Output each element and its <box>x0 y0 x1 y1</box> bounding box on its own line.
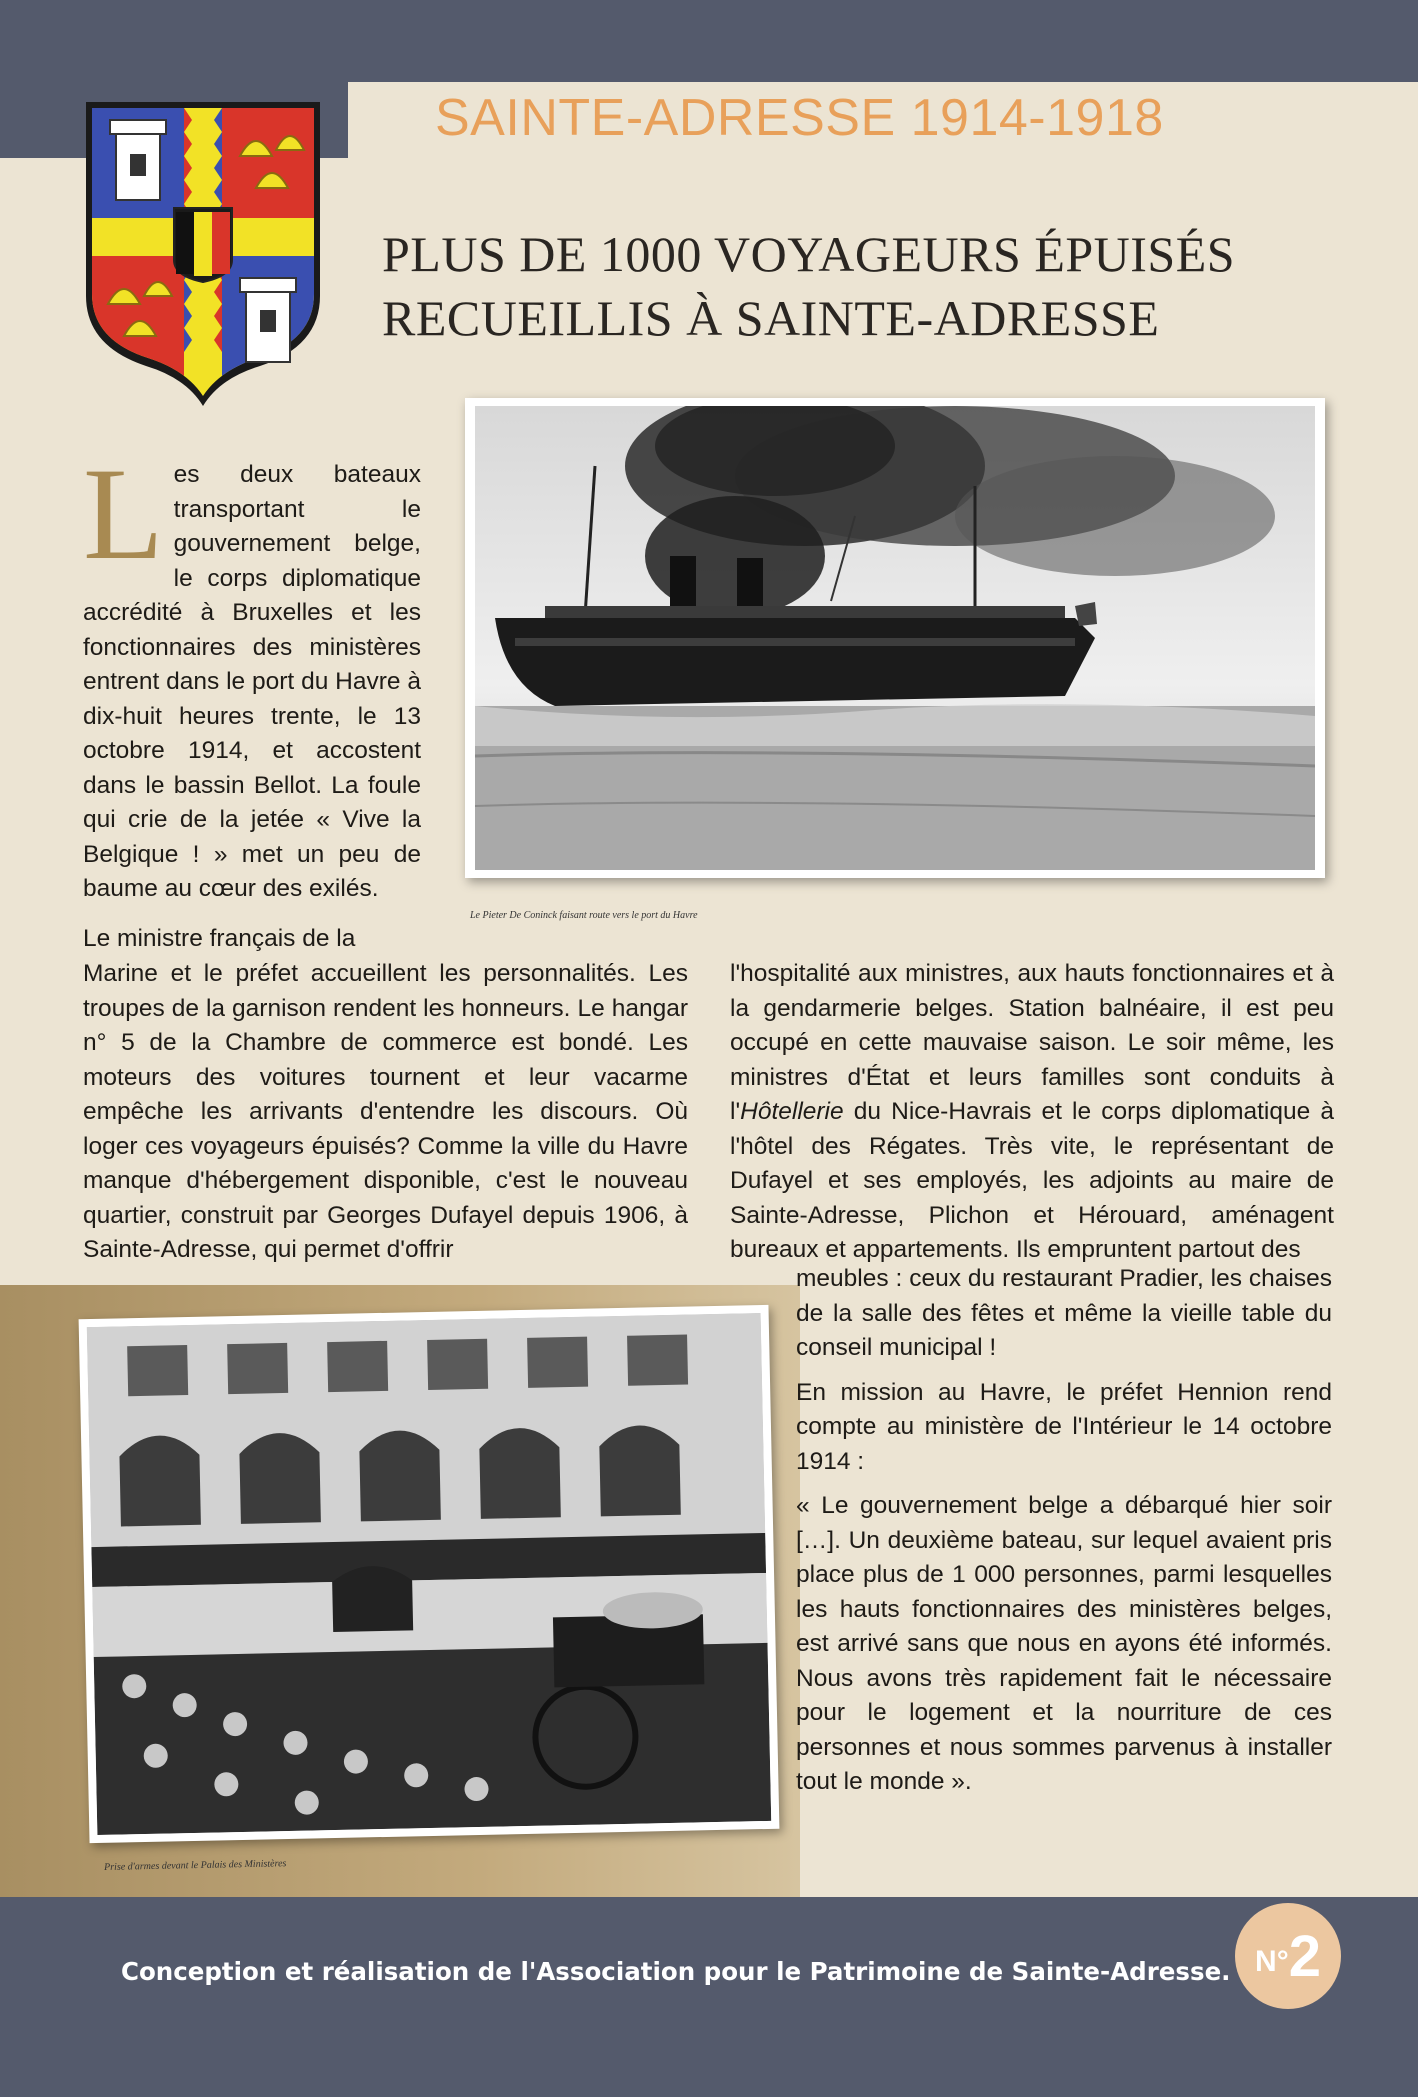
article-paragraph-2-start <box>83 922 421 957</box>
footer-credit: Conception et réalisation de l'Association pour le Patrimoine de Sainte-Adresse. <box>121 1957 1231 1986</box>
ship-photo <box>465 398 1325 878</box>
ship-photo-image <box>475 406 1315 870</box>
issue-number: 2 <box>1288 1923 1321 1989</box>
paragraph-furniture: meubles : ceux du restaurant Pradier, les chaises de la salle des fêtes et même la vieille table du conseil municipal ! <box>796 1265 1332 1361</box>
hotellerie-italic: Hôtellerie <box>740 1098 844 1125</box>
coat-of-arms-icon <box>80 96 326 412</box>
paragraph-prefect: En mission au Havre, le préfet Hennion rend compte au ministère de l'Intérieur le 14 octobre 1914 : <box>796 1378 1332 1475</box>
article-paragraph-2 <box>83 957 688 1268</box>
issue-number-prefix: N° <box>1255 1945 1289 1978</box>
paragraph-2-start-text: Le ministre français de la <box>83 925 356 952</box>
ship-photo-caption: Le Pieter De Coninck faisant route vers le port du Havre <box>470 910 698 921</box>
page-title: SAINTE-ADRESSE 1914-1918 <box>435 89 1164 147</box>
paragraph-quote: « Le gouvernement belge a débarqué hier soir […]. Un deuxième bateau, sur lequel avaient pris place plus de 1 000 personnes, parmi lesquelles les hauts fonctionnaires des ministères belges, est arrivé sans que nous en ayons été informés. Nous avons très rapidement fait le nécessaire pour le logement et la nourriture de ces personnes et nous sommes parvenus à installer tout le monde ». <box>796 1492 1332 1795</box>
drop-cap: L <box>83 440 164 587</box>
issue-number-badge <box>1235 1903 1341 2009</box>
article-paragraph-1 <box>83 440 421 907</box>
article-intro <box>83 440 421 907</box>
paragraph-2-continued: l'hospitalité aux ministres, aux hauts fonctionnaires et à la gendarmerie belges. Station balnéaire, il est peu occupé en cette mauvaise saison. Le soir même, les ministres d'État et leurs familles sont conduits à l'Hôtellerie du Nice-Havrais et le corps diplomatique à l'hôtel des Régates. Très vite, le représentant de Dufayel et ses employés, les adjoints au maire de Sainte-Adresse, Plichon et Hérouard, aménagent bureaux et appartements. Ils empruntent partout des <box>730 960 1334 1263</box>
article-column-2 <box>730 957 1334 1268</box>
headline-line-1: PLUS DE 1000 VOYAGEURS ÉPUISÉS <box>382 226 1236 282</box>
ceremony-photo-image <box>87 1313 771 1835</box>
footer-bar <box>0 1897 1418 2097</box>
headline-line-2: RECUEILLIS À SAINTE-ADRESSE <box>382 290 1160 346</box>
ceremony-photo-caption: Prise d'armes devant le Palais des Ministères <box>104 1858 287 1873</box>
article-column-2-lower <box>796 1262 1332 1810</box>
ceremony-photo <box>79 1305 780 1843</box>
paragraph-2-text: Marine et le préfet accueillent les personnalités. Les troupes de la garnison rendent les honneurs. Le hangar n° 5 de la Chambre de commerce est bondé. Les moteurs des voitures tournent et leur vacarme empêche les arrivants d'entendre les discours. Où loger ces voyageurs épuisés? Comme la ville du Havre manque d'hébergement disponible, c'est le nouveau quartier, construit par Georges Dufayel depuis 1906, à Sainte-Adresse, qui permet d'offrir <box>83 960 688 1263</box>
paragraph-1-text: es deux bateaux transportant le gouvernement belge, le corps diplomatique accrédité à Bruxelles et les fonctionnaires des ministères entrent dans le port du Havre à dix-huit heures trente, le 13 octobre 1914, et accostent dans le bassin Bellot. La foule qui crie de la jetée « Vive la Belgique ! » met un peu de baume au cœur des exilés. <box>83 461 421 902</box>
headline <box>382 222 1382 350</box>
